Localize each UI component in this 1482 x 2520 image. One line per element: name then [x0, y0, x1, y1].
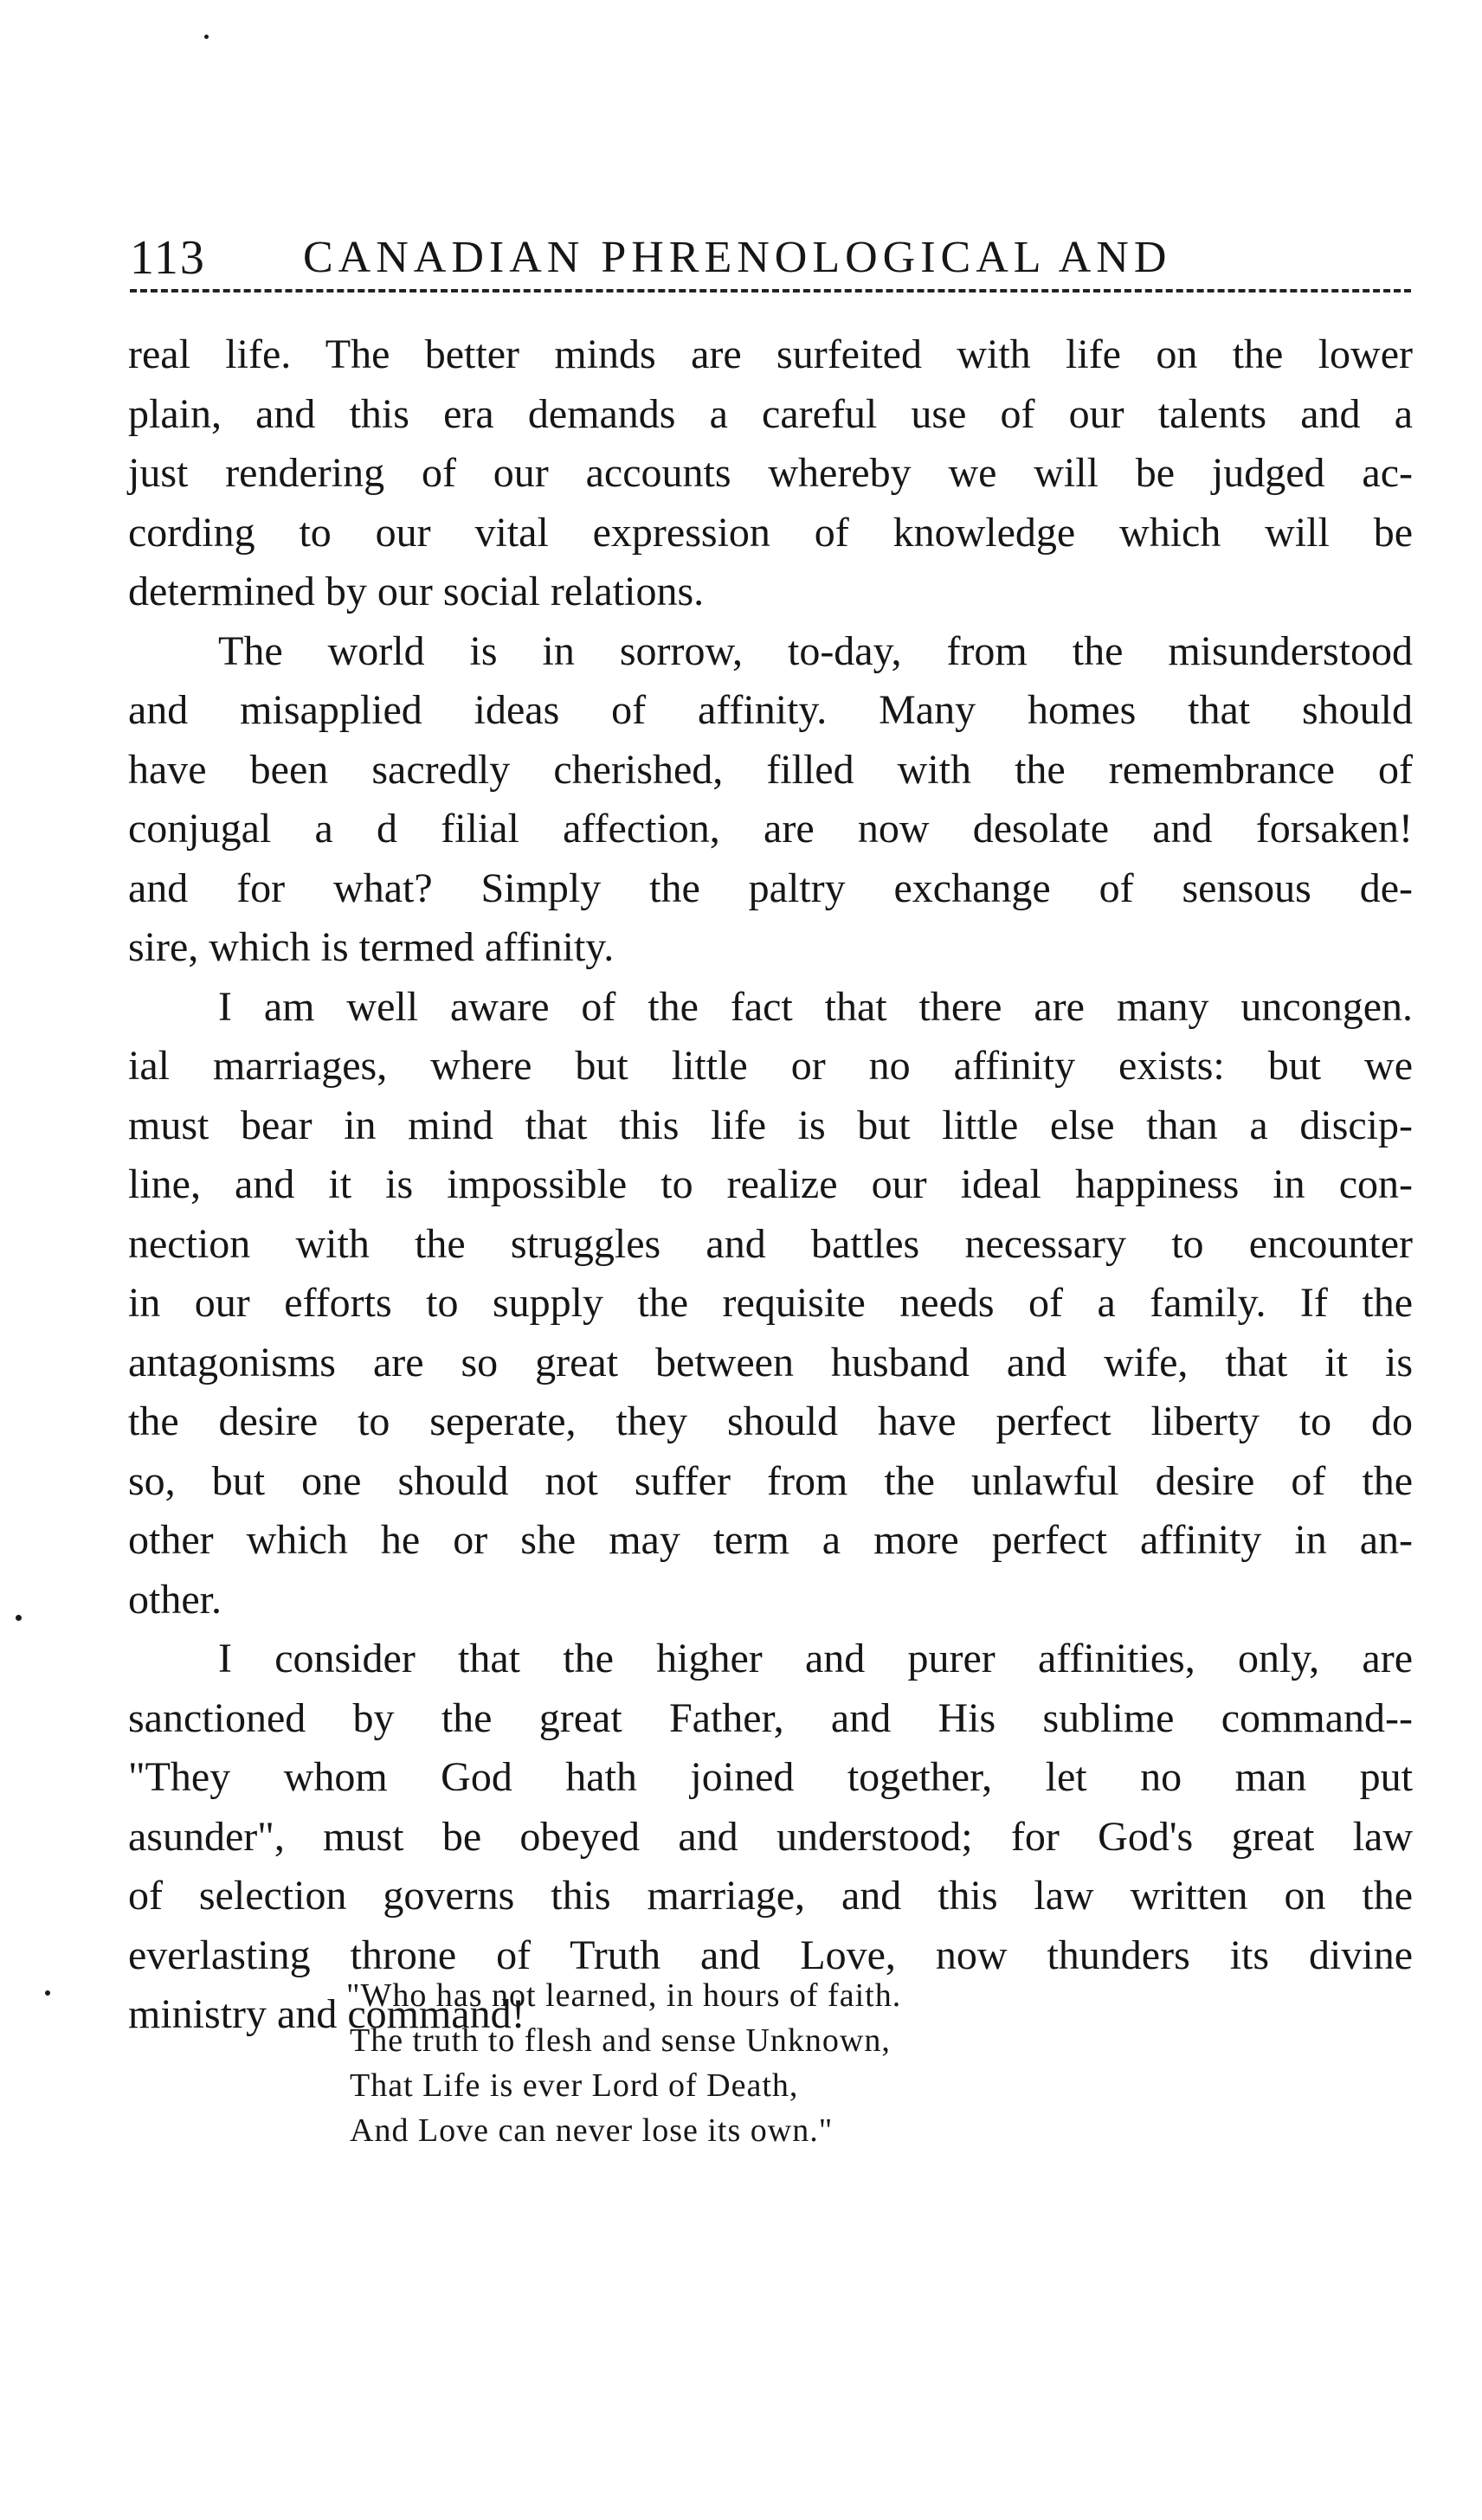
text-line: other.: [128, 1576, 222, 1623]
text-line: I consider that the higher and purer affinities, only, are: [218, 1636, 1413, 1681]
page-number: 113: [130, 231, 206, 285]
verse-line: That Life is ever Lord of Death,: [350, 2067, 799, 2104]
print-speck: [16, 1615, 22, 1621]
text-line: other which he or she may term a more perfect affinity in an-: [128, 1517, 1413, 1563]
body-text: [128, 325, 1413, 2045]
verse-line: And Love can never lose its own.": [350, 2112, 834, 2149]
text-line: line, and it is impossible to realize our ideal happiness in con-: [128, 1161, 1413, 1207]
text-line: and for what? Simply the paltry exchange of sensous de-: [128, 865, 1413, 911]
text-line: ministry and command!: [128, 1991, 525, 2037]
text-line: I am well aware of the fact that there are many uncongen.: [218, 983, 1413, 1030]
text-line: the desire to seperate, they should have perfect liberty to do: [128, 1398, 1413, 1444]
text-line: everlasting throne of Truth and Love, now thunders its divine: [128, 1932, 1413, 1978]
text-line: nection with the struggles and battles necessary to encounter: [128, 1220, 1413, 1267]
text-line: must bear in mind that this life is but little else than a discip-: [128, 1102, 1413, 1148]
text-line: antagonisms are so great between husband and wife, that it is: [128, 1339, 1413, 1385]
header-rule: [130, 289, 1411, 292]
print-speck: [45, 1990, 50, 1996]
text-line: so, but one should not suffer from the unlawful desire of the: [128, 1457, 1413, 1504]
text-line: just rendering of our accounts whereby we will be judged ac-: [128, 450, 1413, 496]
print-speck: [204, 35, 209, 39]
text-line: plain, and this era demands a careful use of our talents and a: [128, 390, 1413, 437]
text-line: in our efforts to supply the requisite needs of a family. If the: [128, 1280, 1413, 1326]
text-line: have been sacredly cherished, filled with the remembrance of: [128, 746, 1413, 793]
text-line: "They whom God hath joined together, let no man put: [128, 1754, 1413, 1800]
text-line: determined by our social relations.: [128, 569, 705, 614]
running-title: CANADIAN PHRENOLOGICAL AND: [303, 233, 1172, 282]
text-line: The world is in sorrow, to-day, from the misunderstood: [218, 627, 1413, 674]
text-line: real life. The better minds are surfeited with life on the lower: [128, 331, 1413, 377]
verse-line: "Who has not learned, in hours of faith.: [346, 1977, 902, 2014]
running-head: [130, 223, 1411, 292]
text-line: sire, which is termed affinity.: [128, 924, 615, 970]
text-line: sanctioned by the great Father, and His sublime command--: [128, 1694, 1413, 1741]
verse-line: The truth to flesh and sense Unknown,: [350, 2022, 891, 2059]
text-line: cording to our vital expression of knowledge which will be: [128, 509, 1413, 556]
text-line: asunder", must be obeyed and understood; for God's great law: [128, 1813, 1413, 1860]
text-line: of selection governs this marriage, and this law written on the: [128, 1873, 1413, 1919]
text-line: conjugal a d filial affection, are now desolate and forsaken!: [128, 806, 1413, 852]
text-line: ial marriages, where but little or no affinity exists: but we: [128, 1043, 1413, 1089]
verse-quotation: [346, 1973, 1212, 2153]
text-line: and misapplied ideas of affinity. Many homes that should: [128, 687, 1413, 733]
